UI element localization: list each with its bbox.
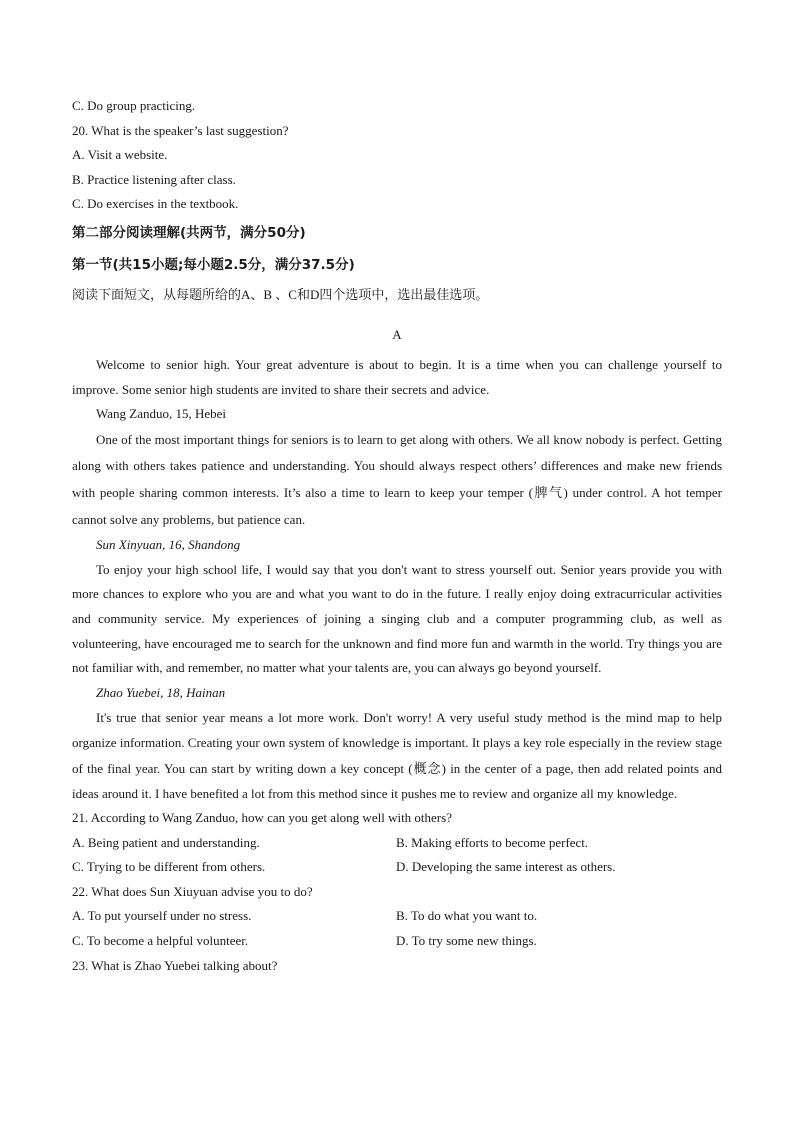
q22-option-b: B. To do what you want to. bbox=[396, 908, 538, 924]
author-name-1: Wang Zanduo, 15, Hebei bbox=[96, 406, 226, 422]
q22-option-c: C. To become a helpful volunteer. bbox=[72, 933, 249, 949]
author-name-3: Zhao Yuebei, 18, Hainan bbox=[96, 684, 226, 700]
q21-question: 21. According to Wang Zanduo, how can you get along well with others? bbox=[72, 810, 452, 826]
q20-question: 20. What is the speaker’s last suggestion? bbox=[72, 122, 289, 138]
author-text-3: It's true that senior year means a lot more work. Don't worry! A very useful study method is the mind map to help organize information. Creating your own system of knowledge is important. It plays a key role especially in the review stage of the final year. You can start by writing down a key concept (概念) in the center of a page, then add related points and ideas around it. I have benefited a lot from this method since it pushes me to review and organize all my knowledge. bbox=[72, 710, 722, 801]
exam-page bbox=[72, 94, 722, 978]
q22-option-a: A. To put yourself under no stress. bbox=[72, 908, 252, 924]
q21-option-d: D. Developing the same interest as others. bbox=[396, 859, 616, 875]
q21-option-a: A. Being patient and understanding. bbox=[72, 834, 260, 850]
q22-option-d: D. To try some new things. bbox=[396, 933, 537, 949]
q21-options-row-1 bbox=[72, 831, 722, 856]
passage-label: A bbox=[392, 326, 402, 342]
q21-option-b: B. Making efforts to become perfect. bbox=[396, 834, 589, 850]
author-name-2: Sun Xinyuan, 16, Shandong bbox=[96, 537, 241, 553]
passage-intro: Welcome to senior high. Your great adventure is about to begin. It is a time when you can challenge yourself to improve. Some senior high students are invited to share their secrets and advice. bbox=[72, 356, 722, 397]
author-text-1: One of the most important things for seniors is to learn to get along with others. We all know nobody is perfect. Getting along with others takes patience and understanding. You should always respect others’ differences and make new friends with people sharing common interests. It’s also a time to learn to keep your temper (脾气) under control. A hot temper cannot solve any problems, but patience can. bbox=[72, 431, 722, 527]
q22-options-row-1 bbox=[72, 904, 722, 929]
part2-heading: 第二部分阅读理解(共两节，满分50分) bbox=[72, 224, 306, 241]
q20-option-c: C. Do exercises in the textbook. bbox=[72, 196, 239, 212]
section1-heading: 第一节(共15小题;每小题2.5分，满分37.5分) bbox=[72, 256, 355, 273]
q21-options-row-2 bbox=[72, 855, 722, 880]
instructions: 阅读下面短文，从每题所给的A、B 、C和D四个选项中，选出最佳选项。 bbox=[72, 286, 489, 302]
q19-option-c: C. Do group practicing. bbox=[72, 98, 196, 113]
q22-question: 22. What does Sun Xiuyuan advise you to do? bbox=[72, 883, 313, 899]
q22-options-row-2 bbox=[72, 929, 722, 954]
q20-option-b: B. Practice listening after class. bbox=[72, 171, 236, 187]
q20-option-a: A. Visit a website. bbox=[72, 147, 168, 163]
author-text-2: To enjoy your high school life, I would say that you don't want to stress yourself out. Senior years provide you with more chances to explore who you are and what you want to do in the future. I really enjoy doing extracurricular activities and community service. My experiences of joining a singing club and a computer programming club, as well as volunteering, have encouraged me to search for the unknown and find more fun and warmth in the world. Try things you are not familiar with, and remember, no matter what your talents are, you can always go beyond yourself. bbox=[72, 561, 722, 676]
q23-question: 23. What is Zhao Yuebei talking about? bbox=[72, 957, 278, 973]
q21-option-c: C. Trying to be different from others. bbox=[72, 859, 266, 875]
